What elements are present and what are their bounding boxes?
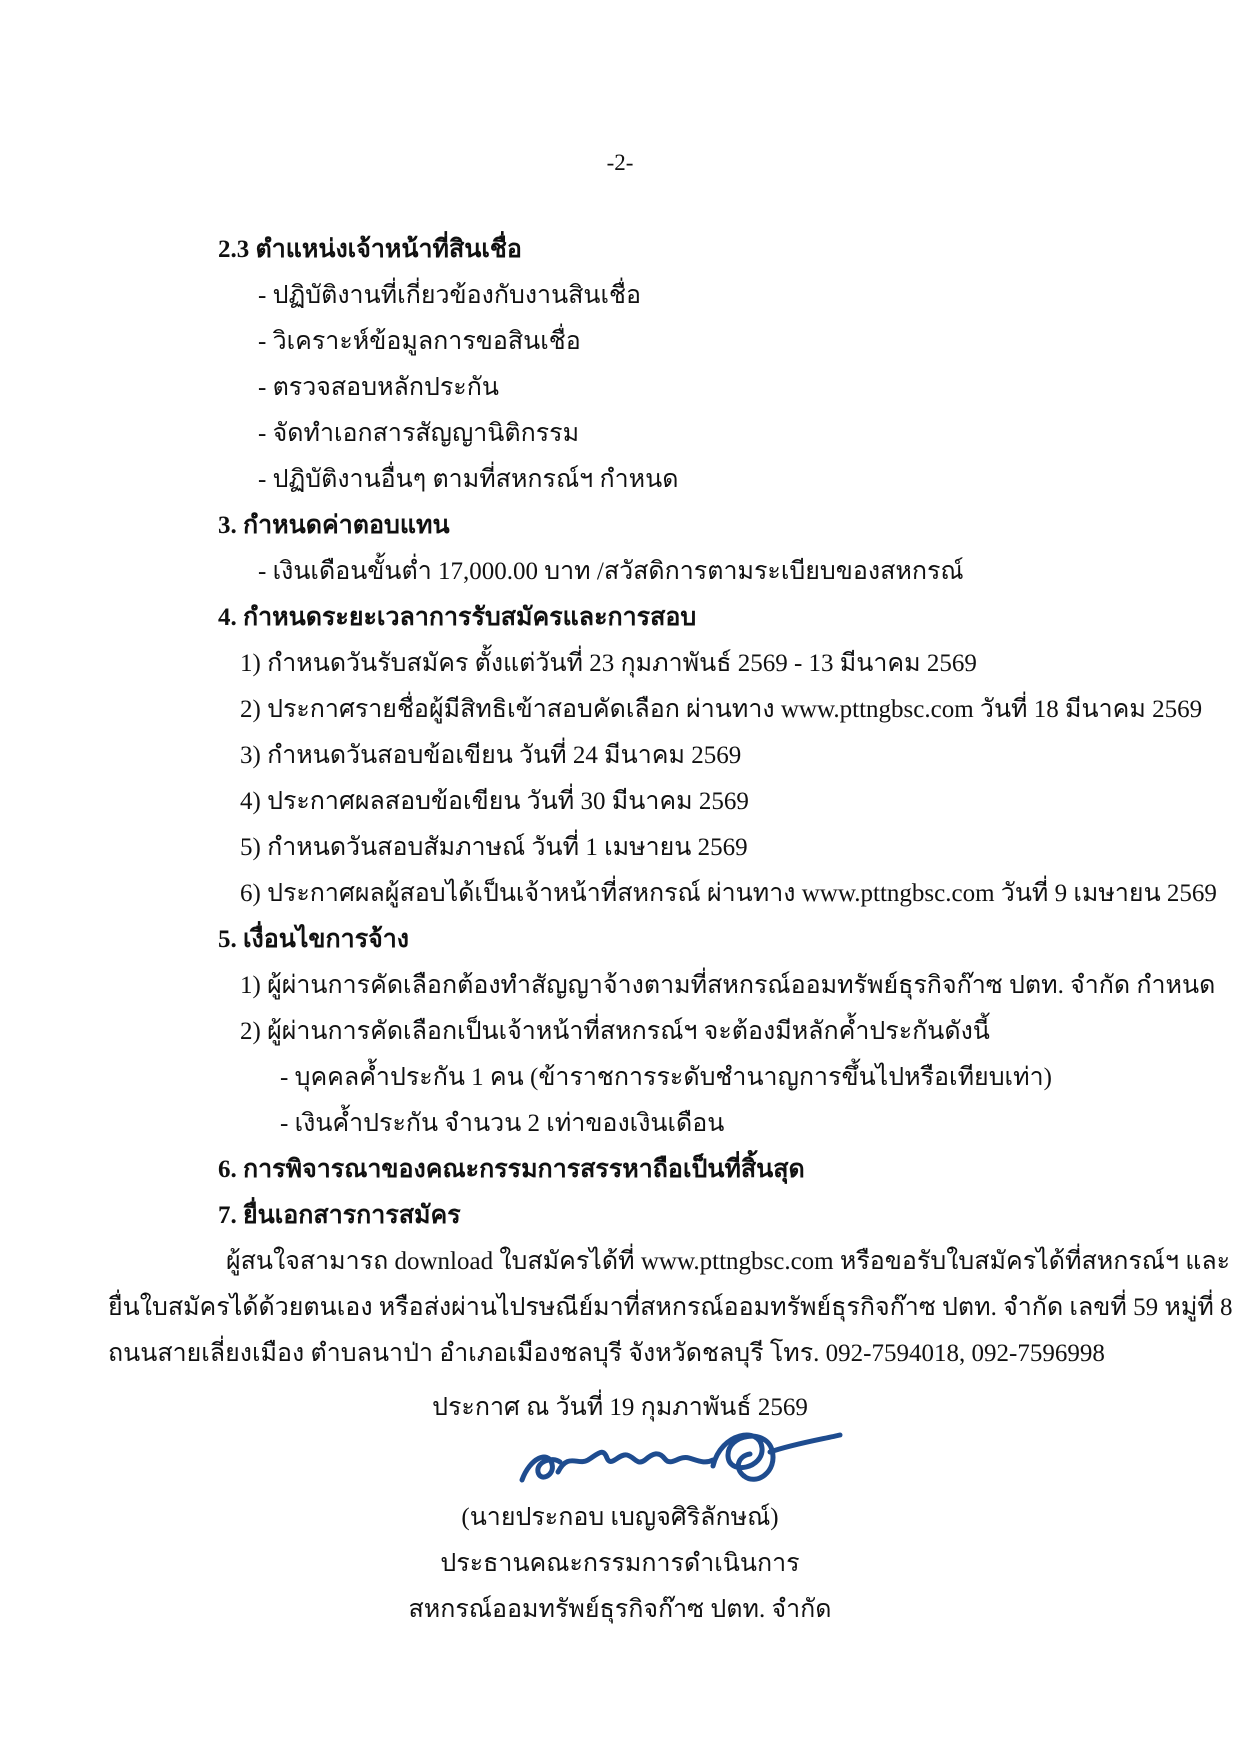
announce-date-line: ประกาศ ณ วันที่ 19 กุมภาพันธ์ 2569 [432, 1394, 808, 1421]
schedule-line-1: 1) กำหนดวันรับสมัคร ตั้งแต่วันที่ 23 กุมภาพันธ์ 2569 - 13 มีนาคม 2569 [240, 650, 977, 677]
signer-name: (นายประกอบ เบญจศิริลักษณ์) [461, 1504, 779, 1531]
schedule-line-2: 2) ประกาศรายชื่อผู้มีสิทธิเข้าสอบคัดเลือก ผ่านทาง www.pttngbsc.com วันที่ 18 มีนาคม 2569 [240, 696, 1203, 723]
duty-line-1: - ปฏิบัติงานที่เกี่ยวข้องกับงานสินเชื่อ [258, 282, 642, 309]
duty-line-4: - จัดทำเอกสารสัญญานิติกรรม [258, 420, 580, 447]
application-paragraph-line-1: ผู้สนใจสามารถ download ใบสมัครได้ที่ www.pttngbsc.com หรือขอรับใบสมัครได้ที่สหกรณ์ฯ และ [226, 1248, 1231, 1275]
section-5-heading: 5. เงื่อนไขการจ้าง [218, 926, 410, 953]
section-7-heading: 7. ยื่นเอกสารการสมัคร [218, 1202, 461, 1229]
duty-line-3: - ตรวจสอบหลักประกัน [258, 374, 499, 401]
condition-line-1: 1) ผู้ผ่านการคัดเลือกต้องทำสัญญาจ้างตามที่สหกรณ์ออมทรัพย์ธุรกิจก๊าซ ปตท. จำกัด กำหนด [240, 972, 1216, 999]
duty-line-5: - ปฏิบัติงานอื่นๆ ตามที่สหกรณ์ฯ กำหนด [258, 466, 679, 493]
schedule-line-3: 3) กำหนดวันสอบข้อเขียน วันที่ 24 มีนาคม 2569 [240, 742, 742, 769]
guarantee-line-2: - เงินค้ำประกัน จำนวน 2 เท่าของเงินเดือน [280, 1110, 725, 1137]
schedule-line-5: 5) กำหนดวันสอบสัมภาษณ์ วันที่ 1 เมษายน 2569 [240, 834, 748, 861]
document-body [0, 226, 1240, 1632]
signature-block [108, 1430, 1132, 1494]
salary-line: - เงินเดือนขั้นต่ำ 17,000.00 บาท /สวัสดิการตามระเบียบของสหกรณ์ [258, 558, 964, 585]
duty-line-2: - วิเคราะห์ข้อมูลการขอสินเชื่อ [258, 328, 581, 355]
section-4-heading: 4. กำหนดระยะเวลาการรับสมัครและการสอบ [218, 604, 697, 631]
application-paragraph-line-2: ยื่นใบสมัครได้ด้วยตนเอง หรือส่งผ่านไปรษณีย์มาที่สหกรณ์ออมทรัพย์ธุรกิจก๊าซ ปตท. จำกัด เลขที่ 59 หมู่ที่ 8 [108, 1294, 1233, 1321]
schedule-line-4: 4) ประกาศผลสอบข้อเขียน วันที่ 30 มีนาคม 2569 [240, 788, 749, 815]
application-paragraph-line-3: ถนนสายเลี่ยงเมือง ตำบลนาป่า อำเภอเมืองชลบุรี จังหวัดชลบุรี โทร. 092-7594018, 092-7596998 [108, 1340, 1105, 1367]
guarantee-line-1: - บุคคลค้ำประกัน 1 คน (ข้าราชการระดับชำนาญการขึ้นไปหรือเทียบเท่า) [280, 1064, 1052, 1091]
section-2-3-heading: 2.3 ตำแหน่งเจ้าหน้าที่สินเชื่อ [218, 236, 522, 263]
condition-line-2: 2) ผู้ผ่านการคัดเลือกเป็นเจ้าหน้าที่สหกรณ์ฯ จะต้องมีหลักค้ำประกันดังนี้ [240, 1018, 990, 1045]
section-6-heading: 6. การพิจารณาของคณะกรรมการสรรหาถือเป็นที่สิ้นสุด [218, 1156, 805, 1183]
schedule-line-6: 6) ประกาศผลผู้สอบได้เป็นเจ้าหน้าที่สหกรณ์ ผ่านทาง www.pttngbsc.com วันที่ 9 เมษายน 2569 [240, 880, 1217, 907]
signature-image [508, 1420, 848, 1504]
page-number: -2- [606, 150, 634, 175]
section-3-heading: 3. กำหนดค่าตอบแทน [218, 512, 450, 539]
organization-name: สหกรณ์ออมทรัพย์ธุรกิจก๊าซ ปตท. จำกัด [408, 1596, 832, 1623]
signer-title: ประธานคณะกรรมการดำเนินการ [440, 1550, 800, 1577]
